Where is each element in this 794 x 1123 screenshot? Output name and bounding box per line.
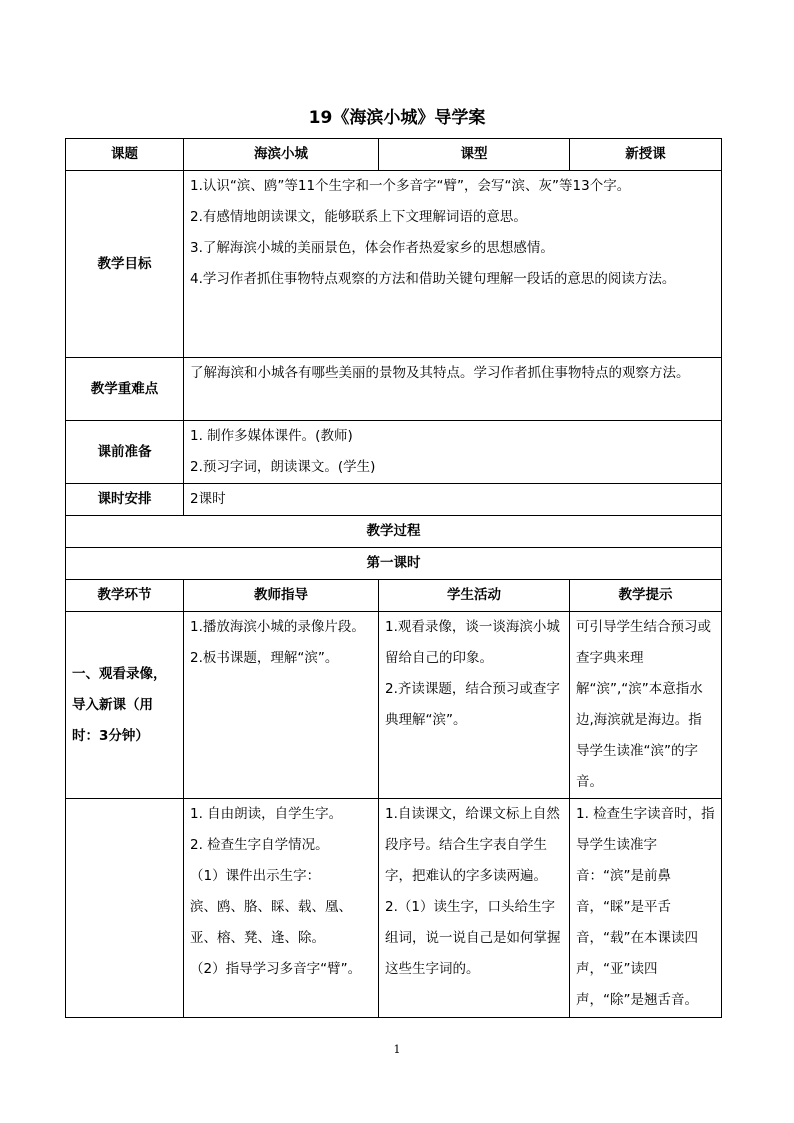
column-header-teacher: 教师指导	[184, 580, 379, 612]
schedule-row	[66, 484, 722, 516]
goal-item: 2.有感情地朗读课文，能够联系上下文理解词语的意思。	[190, 209, 527, 225]
teacher-item: 1.播放海滨小城的录像片段。	[190, 619, 365, 635]
process-title-row	[66, 516, 722, 548]
student-item: 1.观看录像，谈一谈海滨小城留给自己的印象。	[385, 619, 560, 666]
schedule-value: 2课时	[184, 484, 722, 516]
column-header-row	[66, 580, 722, 612]
lesson-title: 第一课时	[66, 548, 722, 580]
preparation-item: 1. 制作多媒体课件。(教师)	[190, 428, 353, 444]
subject-label: 课题	[66, 139, 184, 171]
student-item: 1.自读课文，给课文标上自然段序号。结合生字表自学生字，把难认的字多读两遍。	[385, 806, 560, 884]
tips-item: 1. 检查生字读音时，指导学生读准字音：“滨”是前鼻音，“睬”是平舌音，“载”在本课读四声，“亚”读四声，“除”是翘舌音。	[576, 806, 715, 1008]
preparation-content	[184, 421, 722, 484]
process-title: 教学过程	[66, 516, 722, 548]
stage-cell: 一、观看录像，导入新课（用时：3分钟）	[66, 612, 184, 799]
lesson-plan-table	[65, 138, 722, 1018]
type-value: 新授课	[570, 139, 722, 171]
goal-item: 4.学习作者抓住事物特点观察的方法和借助关键句理解一段话的意思的阅读方法。	[190, 271, 676, 287]
teacher-item: （2）指导学习多音字“臂”。	[190, 961, 362, 977]
subject-value: 海滨小城	[184, 139, 379, 171]
key-points-row	[66, 358, 722, 421]
goals-label: 教学目标	[66, 171, 184, 358]
teacher-item: （1）课件出示生字：	[190, 868, 321, 884]
tips-item: 可引导学生结合预习或查字典来理解“滨”,“滨”本意指水边,海滨就是海边。指导学生读准“滨”的字音。	[576, 619, 711, 790]
preparation-row	[66, 421, 722, 484]
tips-cell	[570, 612, 722, 799]
stage-cell	[66, 799, 184, 1018]
goal-item: 3.了解海滨小城的美丽景色，体会作者热爱家乡的思想感情。	[190, 240, 554, 256]
student-item: 2.（1）读生字，口头给生字组词，说一说自己是如何掌握这些生字词的。	[385, 899, 561, 977]
table-row	[66, 799, 722, 1018]
teacher-item: 1. 自由朗读，自学生字。	[190, 806, 343, 822]
type-label: 课型	[379, 139, 570, 171]
lesson-title-row	[66, 548, 722, 580]
student-cell	[379, 799, 570, 1018]
student-item: 2.齐读课题，结合预习或查字典理解“滨”。	[385, 681, 560, 728]
teacher-cell	[184, 612, 379, 799]
column-header-stage: 教学环节	[66, 580, 184, 612]
table-row	[66, 612, 722, 799]
key-points-label: 教学重难点	[66, 358, 184, 421]
goal-item: 1.认识“滨、鸥”等11个生字和一个多音字“臂”，会写“滨、灰”等13个字。	[190, 178, 631, 194]
teacher-item: 2. 检查生字自学情况。	[190, 837, 329, 853]
column-header-tips: 教学提示	[570, 580, 722, 612]
teacher-item: 2.板书课题，理解“滨”。	[190, 650, 339, 666]
preparation-item: 2.预习字词，朗读课文。(学生)	[190, 459, 376, 475]
teacher-item: 滨、鸥、胳、睬、载、凰、亚、榕、凳、逢、除。	[190, 899, 352, 946]
tips-cell	[570, 799, 722, 1018]
goals-content	[184, 171, 722, 358]
document-title: 19《海滨小城》导学案	[308, 108, 486, 128]
page-number: 1	[393, 1043, 401, 1056]
student-cell	[379, 612, 570, 799]
goals-row	[66, 171, 722, 358]
teacher-cell	[184, 799, 379, 1018]
header-row	[66, 139, 722, 171]
key-points-content: 了解海滨和小城各有哪些美丽的景物及其特点。学习作者抓住事物特点的观察方法。	[184, 358, 722, 421]
preparation-label: 课前准备	[66, 421, 184, 484]
schedule-label: 课时安排	[66, 484, 184, 516]
column-header-student: 学生活动	[379, 580, 570, 612]
